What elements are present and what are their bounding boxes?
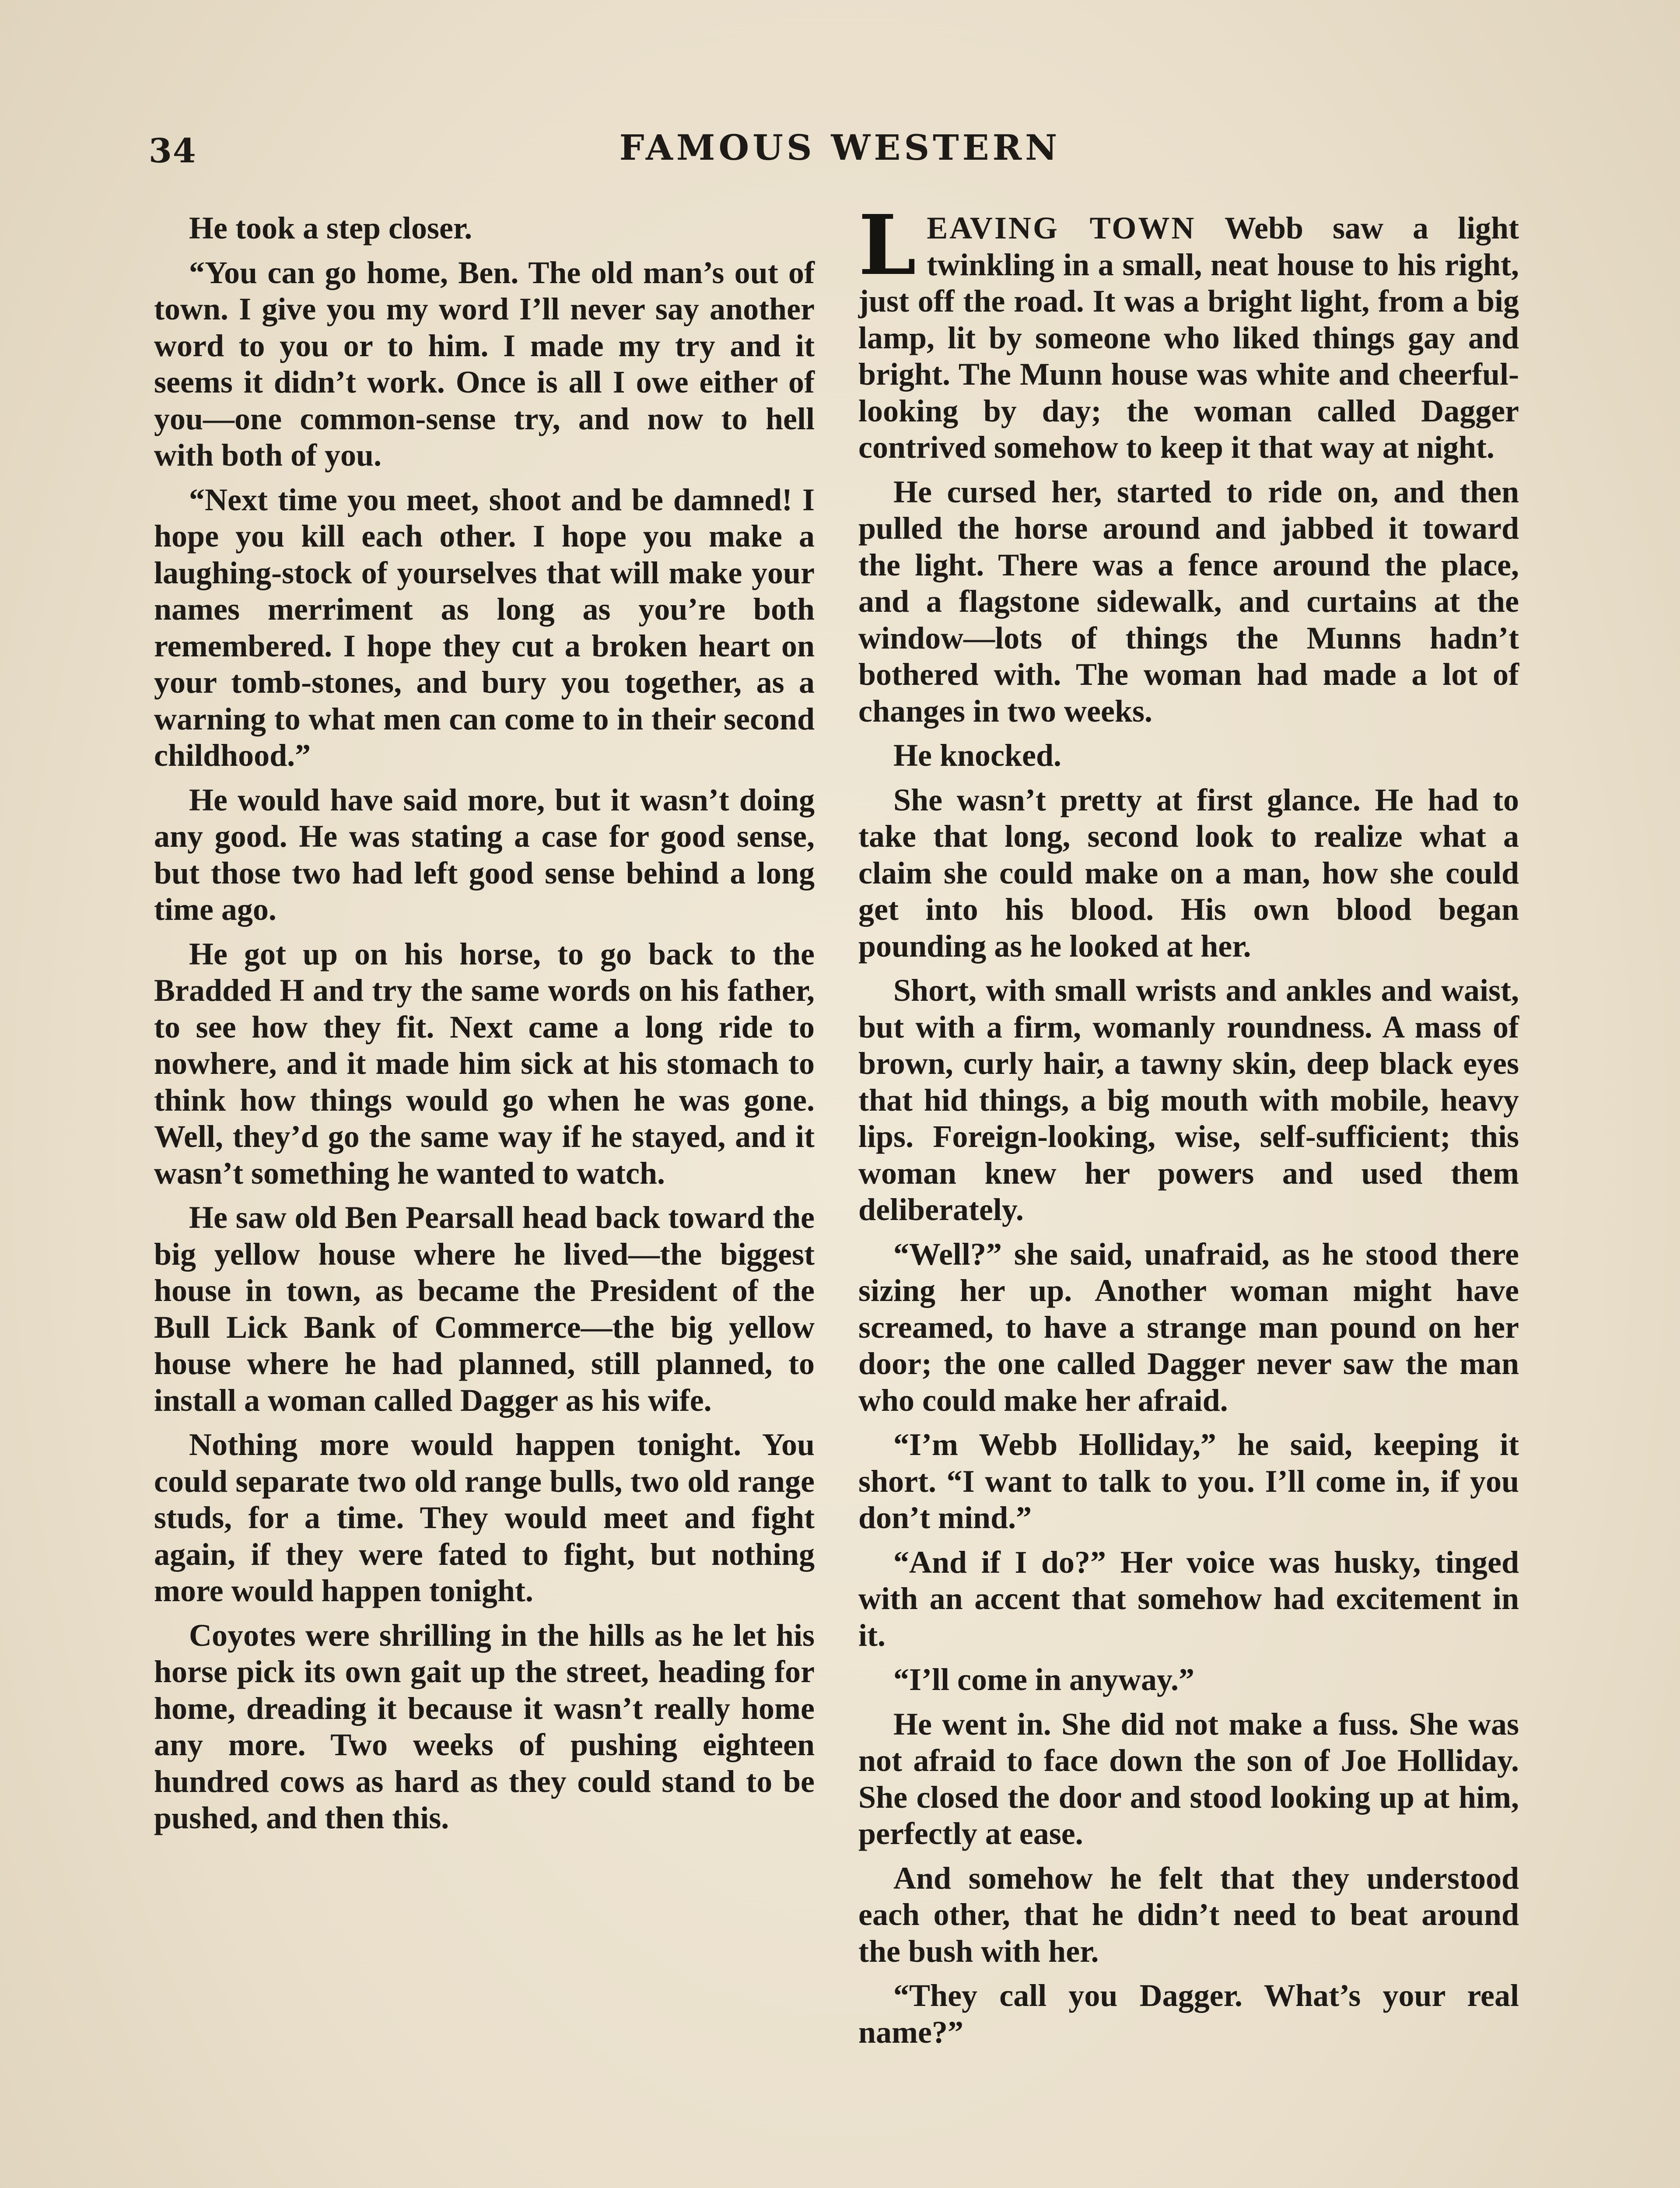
page-number: 34 [149,131,197,170]
paragraph: He took a step closer. [189,210,472,245]
left-column [154,210,815,1844]
paragraph: He would have said more, but it wasn’t doing any good. He was stating a case for good sense, but those two had left good sense behind a long time ago. [154,782,815,927]
right-column [858,197,1519,2058]
paragraph: He went in. She did not make a fuss. She was not afraid to face down the son of Joe Holliday. She closed the door and stood looking up at him, perfectly at ease. [858,1706,1519,1851]
paragraph: “They call you Dagger. What’s your real name?” [858,1978,1519,2050]
paragraph: He got up on his horse, to go back to the Bradded H and try the same words on his father, to see how they fit. Next came a long ride to nowhere, and it made him sick at his stomach to think how things would go when he was gone. Well, they’d go the same way if he stayed, and it wasn’t something he wanted to watch. [154,936,815,1191]
paragraph: “Next time you meet, shoot and be damned! I hope you kill each other. I hope you make a laughing-stock of yourselves that will make your names merriment as long as you’re both remembered. I hope they cut a broken heart on your tomb-stones, and bury you together, as a warning to what men can come to in their second childhood.” [154,482,815,773]
opening-paragraph [858,197,1519,466]
paragraph: “You can go home, Ben. The old man’s out of town. I give you my word I’ll never say another word to you or to him. I made my try and it seems it didn’t work. Once is all I owe either of you—one common-sense try, and now to hell with both of you. [154,255,815,473]
opening-paragraph-text: Webb saw a light twinkling in a small, neat house to his right, just off the road. It was a bright light, from a big lamp, lit by someone who liked things gay and bright. The Munn house was white and cheerful-looking by day; the woman called Dagger contrived somehow to keep it that way at night. [858,210,1519,465]
paragraph: “I’ll come in anyway.” [893,1662,1195,1697]
paragraph: He knocked. [893,738,1062,773]
drop-cap: L [858,197,917,294]
paragraph: He saw old Ben Pearsall head back toward the big yellow house where he lived—the biggest house in town, as became the President of the Bull Lick Bank of Commerce—the big yellow house where he had planned, still planned, to install a woman called Dagger as his wife. [154,1200,815,1418]
magazine-title: FAMOUS WESTERN [619,127,1061,168]
paragraph: “And if I do?” Her voice was husky, tinged with an accent that somehow had excitement in it. [858,1544,1519,1653]
paragraph: “Well?” she said, unafraid, as he stood there sizing her up. Another woman might have screamed, to have a strange man pound on her door; the one called Dagger never saw the man who could make her afraid. [858,1236,1519,1418]
lead-words: EAVING TOWN [927,210,1196,245]
paragraph: She wasn’t pretty at first glance. He had to take that long, second look to realize what a claim she could make on a man, how she could get into his blood. His own blood began pounding as he looked at her. [858,782,1519,964]
paragraph: And somehow he felt that they understood each other, that he didn’t need to beat around the bush with her. [858,1860,1519,1969]
paragraph: Nothing more would happen tonight. You could separate two old range bulls, two old range studs, for a time. They would meet and fight again, if they were fated to fight, but nothing more would happen tonight. [154,1427,815,1608]
paragraph: He cursed her, started to ride on, and then pulled the horse around and jabbed it toward the light. There was a fence around the place, and a flagstone sidewalk, and curtains at the window—lots of things the Munns hadn’t bothered with. The woman had made a lot of changes in two weeks. [858,474,1519,729]
paragraph: Short, with small wrists and ankles and waist, but with a firm, womanly roundness. A mass of brown, curly hair, a tawny skin, deep black eyes that hid things, a big mouth with mobile, heavy lips. Foreign-looking, wise, self-sufficient; this woman knew her powers and used them deliberately. [858,973,1519,1227]
paragraph: “I’m Webb Holliday,” he said, keeping it short. “I want to talk to you. I’ll come in, if you don’t mind.” [858,1427,1519,1535]
paragraph: Coyotes were shrilling in the hills as he let his horse pick its own gait up the street, heading for home, dreading it because it wasn’t really home any more. Two weeks of pushing eighteen hundred cows as hard as they could stand to be pushed, and then this. [154,1617,815,1835]
